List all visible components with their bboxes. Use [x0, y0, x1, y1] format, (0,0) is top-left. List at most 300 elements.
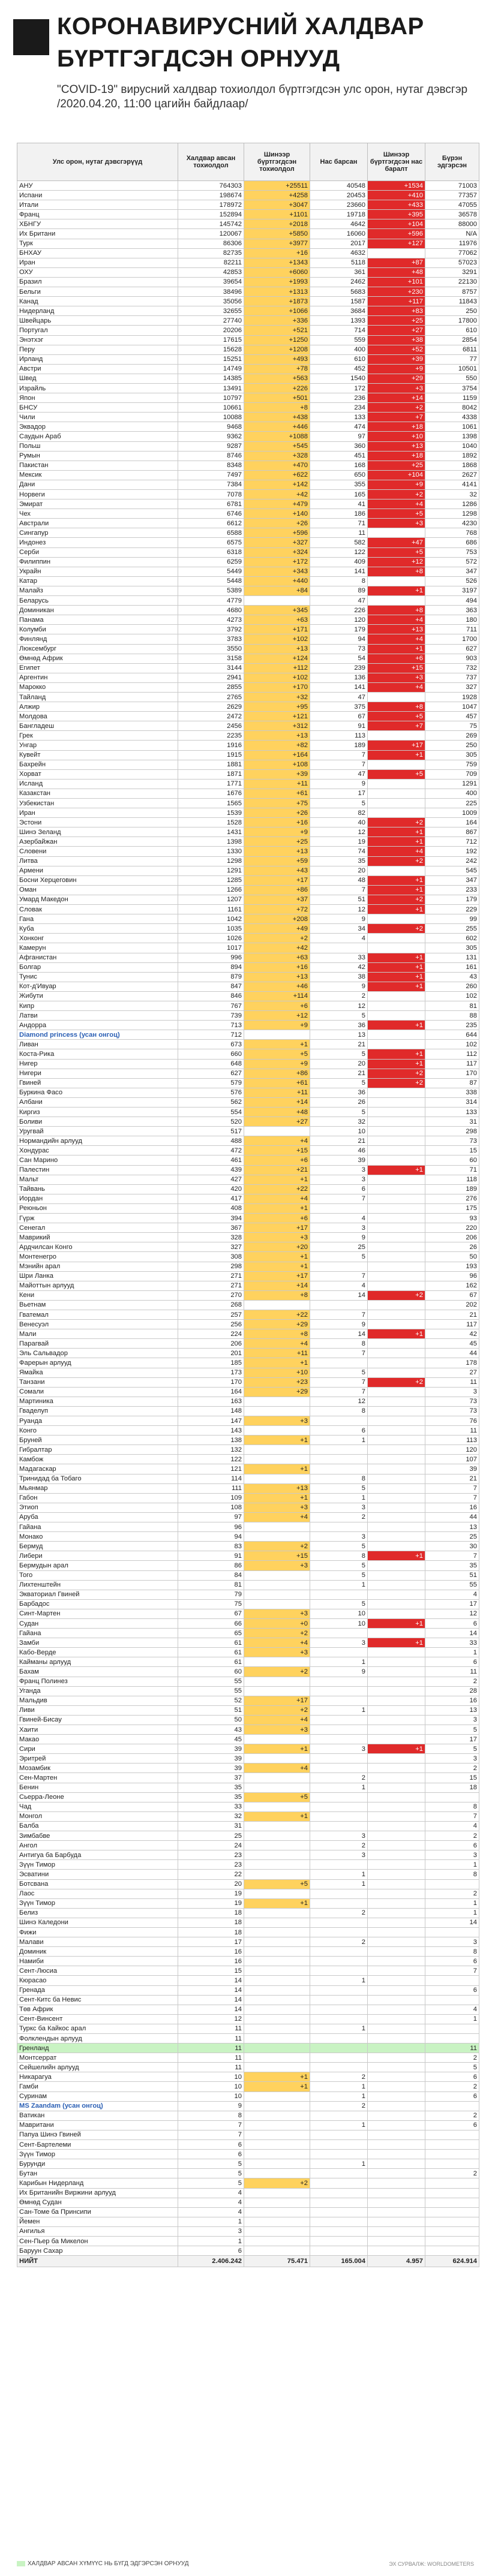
cell-new-deaths [368, 2246, 425, 2256]
cell-recovered: 269 [425, 731, 479, 741]
cell-recovered: 31 [425, 1117, 479, 1127]
cell-new-deaths [368, 1947, 425, 1957]
cell-country: Иордан [17, 1194, 178, 1203]
cell-recovered: 225 [425, 799, 479, 808]
cell-cases: 648 [178, 1059, 244, 1069]
cell-cases: 271 [178, 1271, 244, 1281]
table-row [17, 673, 479, 682]
cell-new-deaths [368, 1416, 425, 1426]
cell-deaths: 3 [310, 1638, 368, 1648]
cell-new-cases: +37 [244, 895, 310, 904]
cell-deaths: 4632 [310, 248, 368, 258]
cell-new-cases: +501 [244, 393, 310, 403]
table-row [17, 721, 479, 731]
cell-country: MS Zaandam (усан онгоц) [17, 2101, 178, 2111]
cell-recovered: 2 [425, 1764, 479, 1773]
cell-new-cases [244, 1686, 310, 1696]
cell-cases: 879 [178, 972, 244, 982]
cell-cases: 627 [178, 1069, 244, 1078]
cell-new-cases: +59 [244, 856, 310, 866]
cell-new-cases [244, 2092, 310, 2101]
cell-deaths [310, 2150, 368, 2159]
cell-recovered [425, 2236, 479, 2246]
table-row [17, 1242, 479, 1252]
cell-country: Мексик [17, 470, 178, 480]
cell-cases: 8 [178, 2111, 244, 2120]
cell-new-cases: +5 [244, 1792, 310, 1802]
table-row [17, 2178, 479, 2188]
cell-cases: 1207 [178, 895, 244, 904]
cell-new-cases: +226 [244, 383, 310, 393]
cell-deaths: 1 [310, 1657, 368, 1667]
cell-cases: 79 [178, 1590, 244, 1599]
cell-deaths: 9 [310, 1667, 368, 1677]
table-row [17, 1570, 479, 1580]
cell-new-cases [244, 1455, 310, 1464]
cell-cases: 138 [178, 1436, 244, 1445]
cell-country: Гана [17, 914, 178, 924]
table-row [17, 1542, 479, 1551]
cell-deaths: 1 [310, 1870, 368, 1879]
cell-recovered: 6 [425, 1957, 479, 1966]
cell-recovered: 202 [425, 1300, 479, 1310]
cell-new-cases: +63 [244, 615, 310, 625]
cell-new-cases: +26 [244, 519, 310, 528]
cell-recovered: 709 [425, 769, 479, 779]
table-row [17, 576, 479, 586]
cell-recovered: 206 [425, 1233, 479, 1242]
cell-deaths: 1 [310, 1580, 368, 1590]
cell-deaths [310, 1957, 368, 1966]
cell-new-cases: +13 [244, 731, 310, 741]
cell-new-cases [244, 1522, 310, 1532]
cell-new-cases: +1066 [244, 306, 310, 316]
table-row [17, 2082, 479, 2092]
cell-new-cases [244, 2014, 310, 2024]
cell-cases: 22 [178, 1870, 244, 1879]
cell-new-cases [244, 2140, 310, 2150]
cell-country: Бермудын арал [17, 1561, 178, 1570]
table-row [17, 1870, 479, 1879]
table-row [17, 1011, 479, 1021]
cell-country: Ливи [17, 1705, 178, 1715]
cell-new-cases [244, 2246, 310, 2256]
cell-deaths: 179 [310, 625, 368, 634]
table-row [17, 1860, 479, 1870]
cell-cases: 408 [178, 1203, 244, 1213]
cell-new-deaths [368, 1831, 425, 1841]
cell-new-deaths: +29 [368, 374, 425, 383]
cell-cases: 7384 [178, 480, 244, 489]
cell-recovered: 50 [425, 1252, 479, 1262]
cell-recovered: 189 [425, 1184, 479, 1194]
cell-deaths: 168 [310, 461, 368, 470]
cell-deaths: 9 [310, 914, 368, 924]
cell-country: Украйн [17, 567, 178, 576]
cell-deaths: 610 [310, 354, 368, 364]
cell-country: Индонез [17, 538, 178, 547]
table-body [17, 181, 479, 2256]
cell-new-deaths [368, 1802, 425, 1811]
cell-recovered: 753 [425, 547, 479, 557]
cell-cases: 8746 [178, 451, 244, 461]
cell-cases: 517 [178, 1127, 244, 1136]
cell-deaths: 10 [310, 1127, 368, 1136]
cell-cases: 32655 [178, 306, 244, 316]
cell-country: Андорра [17, 1021, 178, 1030]
cell-recovered: 220 [425, 1223, 479, 1233]
cell-recovered: 5 [425, 1744, 479, 1754]
cell-recovered: 117 [425, 1320, 479, 1329]
table-row [17, 1783, 479, 1792]
table-row [17, 2188, 479, 2198]
cell-new-cases: +61 [244, 789, 310, 798]
cell-new-deaths [368, 2111, 425, 2120]
cell-new-cases: +3 [244, 1233, 310, 1242]
cell-deaths: 5 [310, 1483, 368, 1493]
cell-cases: 11 [178, 2053, 244, 2063]
cell-cases: 6575 [178, 538, 244, 547]
cell-new-deaths: +18 [368, 451, 425, 461]
cell-cases: 201 [178, 1349, 244, 1358]
table-row [17, 1937, 479, 1947]
cell-new-cases [244, 1966, 310, 1976]
cell-cases: 61 [178, 1648, 244, 1657]
cell-new-deaths: +48 [368, 267, 425, 277]
cell-new-deaths [368, 2226, 425, 2236]
legend-text: ХАЛДВАР АВСАН ХҮМҮҮС НЬ БҮГД ЭДГЭРСЭН ОРНУУД [28, 2560, 189, 2567]
cell-deaths: 2 [310, 1908, 368, 1918]
table-row [17, 335, 479, 345]
cell-new-deaths [368, 1773, 425, 1783]
cell-country: Сан-Томе ба Принсипи [17, 2207, 178, 2217]
cell-new-cases: +13 [244, 847, 310, 856]
table-row [17, 1590, 479, 1599]
cell-deaths: 1393 [310, 316, 368, 326]
cell-recovered: 3291 [425, 267, 479, 277]
table-row [17, 1436, 479, 1445]
cell-deaths: 32 [310, 1117, 368, 1127]
cell-new-deaths: +1 [368, 586, 425, 595]
cell-cases: 11 [178, 2044, 244, 2053]
cell-deaths: 47 [310, 769, 368, 779]
cell-country: Боливи [17, 1117, 178, 1127]
cell-recovered: 1159 [425, 393, 479, 403]
cell-deaths [310, 1811, 368, 1821]
cell-new-cases: +142 [244, 480, 310, 489]
cell-new-deaths: +127 [368, 239, 425, 248]
cell-country: Колумби [17, 625, 178, 634]
cell-cases: 271 [178, 1281, 244, 1290]
cell-country: Гвиней [17, 1078, 178, 1088]
table-row [17, 789, 479, 798]
cell-deaths: 51 [310, 895, 368, 904]
cell-new-deaths: +2 [368, 818, 425, 827]
cell-country: Сент-Люсиа [17, 1966, 178, 1976]
cell-country: Куба [17, 924, 178, 934]
table-row [17, 1049, 479, 1059]
table-row [17, 1648, 479, 1657]
table-row [17, 654, 479, 663]
table-row [17, 2207, 479, 2217]
title-line-1: КОРОНАВИРУСНИЙ ХАЛДВАР [57, 13, 424, 40]
cell-new-deaths: +4 [368, 499, 425, 509]
cell-country: Гренада [17, 1985, 178, 1995]
cell-deaths: 7 [310, 1349, 368, 1358]
table-row [17, 606, 479, 615]
cell-recovered: 12 [425, 1609, 479, 1618]
cell-new-cases [244, 1889, 310, 1898]
cell-cases: 65 [178, 1629, 244, 1638]
cell-new-deaths: +13 [368, 441, 425, 451]
table-row [17, 1194, 479, 1203]
cell-new-cases: +440 [244, 576, 310, 586]
cell-new-cases: +622 [244, 470, 310, 480]
table-row [17, 1493, 479, 1503]
cell-country: Босни Херцеговин [17, 875, 178, 885]
cell-country: Казакстан [17, 789, 178, 798]
cell-new-deaths: +4 [368, 615, 425, 625]
cell-new-cases: +345 [244, 606, 310, 615]
cell-new-cases: +5850 [244, 229, 310, 239]
cell-new-deaths: +596 [368, 229, 425, 239]
cell-country: Панама [17, 615, 178, 625]
table-row [17, 847, 479, 856]
table-row [17, 1377, 479, 1387]
cell-cases: 1291 [178, 866, 244, 875]
cell-deaths: 7 [310, 1194, 368, 1203]
cell-deaths: 16060 [310, 229, 368, 239]
cell-cases: 83 [178, 1542, 244, 1551]
cell-cases: 18 [178, 1918, 244, 1927]
cell-country: Хондурас [17, 1146, 178, 1155]
table-row [17, 1677, 479, 1686]
cell-cases: 15251 [178, 354, 244, 364]
total-cases: 2.406.242 [178, 2256, 244, 2267]
cell-new-deaths [368, 2217, 425, 2226]
total-label: НИЙТ [17, 2256, 178, 2267]
cell-new-deaths [368, 1011, 425, 1021]
cell-country: Хонконг [17, 934, 178, 943]
cell-new-deaths [368, 1252, 425, 1262]
cell-new-cases: +6 [244, 1155, 310, 1165]
cell-recovered: 112 [425, 1049, 479, 1059]
cell-country: Киргиз [17, 1108, 178, 1117]
cell-cases: 1161 [178, 905, 244, 914]
cell-country: Туркс ба Кайкос арал [17, 2024, 178, 2033]
cell-deaths: 4 [310, 1214, 368, 1223]
cell-new-cases: +1 [244, 1811, 310, 1821]
cell-new-deaths [368, 1339, 425, 1349]
cell-recovered: 6 [425, 1985, 479, 1995]
cell-country: Этиоп [17, 1503, 178, 1512]
cell-deaths: 71 [310, 519, 368, 528]
cell-recovered: 28 [425, 1686, 479, 1696]
cell-new-deaths: +395 [368, 210, 425, 219]
cell-deaths [310, 2053, 368, 2063]
cell-recovered: 1047 [425, 702, 479, 712]
cell-country: Монтенегро [17, 1252, 178, 1262]
cell-new-cases: +336 [244, 316, 310, 326]
cell-cases: 7497 [178, 470, 244, 480]
cell-deaths: 5 [310, 1542, 368, 1551]
cell-cases: 39 [178, 1754, 244, 1764]
cell-country: Венесуэл [17, 1320, 178, 1329]
cell-new-cases: +8 [244, 403, 310, 413]
cell-country: Ирланд [17, 354, 178, 364]
cell-country: Нормандийн арлууд [17, 1136, 178, 1146]
cell-recovered: 7 [425, 1811, 479, 1821]
table-row [17, 1705, 479, 1715]
cell-deaths: 5 [310, 1561, 368, 1570]
cell-new-cases: +3 [244, 1609, 310, 1618]
table-row [17, 1455, 479, 1464]
table-row [17, 2092, 479, 2101]
cell-country: Ямайка [17, 1368, 178, 1377]
cell-new-cases: +3 [244, 1561, 310, 1570]
cell-recovered [425, 2150, 479, 2159]
cell-new-deaths [368, 1599, 425, 1609]
cell-deaths: 3 [310, 1744, 368, 1754]
table-row [17, 1262, 479, 1271]
cell-recovered: 644 [425, 1030, 479, 1040]
cell-deaths: 7 [310, 750, 368, 760]
cell-new-deaths [368, 1850, 425, 1860]
table-row [17, 1512, 479, 1522]
cell-cases: 15628 [178, 345, 244, 354]
cell-country: Намиби [17, 1957, 178, 1966]
cell-recovered: 11976 [425, 239, 479, 248]
table-row [17, 354, 479, 364]
cell-new-deaths [368, 1898, 425, 1908]
cell-country: Гибралтар [17, 1445, 178, 1455]
cell-country: Унгар [17, 741, 178, 750]
cell-new-cases [244, 1474, 310, 1483]
cell-new-cases: +328 [244, 451, 310, 461]
cell-deaths: 4 [310, 934, 368, 943]
cell-country: Япон [17, 393, 178, 403]
cell-cases: 1539 [178, 808, 244, 818]
cell-country: Албани [17, 1097, 178, 1107]
cell-new-deaths [368, 1088, 425, 1097]
table-row [17, 750, 479, 760]
table-row [17, 1464, 479, 1474]
cell-new-cases: +1208 [244, 345, 310, 354]
cell-new-cases: +1343 [244, 258, 310, 267]
cell-country: Жибути [17, 991, 178, 1001]
cell-recovered: 30 [425, 1542, 479, 1551]
cell-new-cases [244, 2120, 310, 2130]
cell-recovered [425, 2207, 479, 2217]
cell-new-deaths [368, 2236, 425, 2246]
table-row [17, 528, 479, 538]
cell-new-cases: +14 [244, 1097, 310, 1107]
cell-cases: 1266 [178, 885, 244, 895]
cell-country: Бурунди [17, 2159, 178, 2169]
cell-new-cases: +324 [244, 547, 310, 557]
cell-country: Тунис [17, 972, 178, 982]
cell-new-cases [244, 2063, 310, 2072]
cell-recovered [425, 2159, 479, 2169]
cell-deaths: 2 [310, 991, 368, 1001]
cell-recovered: 26 [425, 1242, 479, 1252]
cell-recovered: 7 [425, 1551, 479, 1561]
cell-country: Люксембург [17, 644, 178, 654]
cell-deaths: 1 [310, 1783, 368, 1792]
cell-deaths: 41 [310, 499, 368, 509]
cell-new-deaths [368, 2207, 425, 2217]
cell-new-deaths [368, 1503, 425, 1512]
cell-cases: 328 [178, 1233, 244, 1242]
cell-new-deaths [368, 1406, 425, 1416]
cell-cases: 712 [178, 1030, 244, 1040]
cell-deaths [310, 2140, 368, 2150]
cell-new-deaths: +2 [368, 1377, 425, 1387]
cell-new-cases: +1 [244, 2082, 310, 2092]
cell-new-deaths: +1 [368, 953, 425, 962]
cell-deaths: 91 [310, 721, 368, 731]
cell-new-deaths: +410 [368, 191, 425, 200]
cell-deaths: 8 [310, 1406, 368, 1416]
cell-cases: 10 [178, 2082, 244, 2092]
table-row [17, 2120, 479, 2130]
cell-country: Тринидад ба Тобаго [17, 1474, 178, 1483]
cell-country: Фарерын арлууд [17, 1358, 178, 1368]
cell-cases: 96 [178, 1522, 244, 1532]
cell-deaths: 7 [310, 1271, 368, 1281]
cell-country: Итали [17, 200, 178, 210]
cell-country: Аргентин [17, 673, 178, 682]
cell-country: Серби [17, 547, 178, 557]
table-row [17, 509, 479, 519]
cell-recovered: 96 [425, 1271, 479, 1281]
cell-deaths [310, 1590, 368, 1599]
cell-country: Бенин [17, 1783, 178, 1792]
cell-cases: 224 [178, 1329, 244, 1339]
cell-new-cases [244, 1300, 310, 1310]
cell-cases: 18 [178, 1927, 244, 1937]
table-row [17, 1735, 479, 1744]
cell-new-cases [244, 1985, 310, 1995]
cell-new-deaths [368, 1493, 425, 1503]
cell-new-cases: +4 [244, 1194, 310, 1203]
table-row [17, 1879, 479, 1889]
cell-deaths: 650 [310, 470, 368, 480]
cell-deaths: 9 [310, 1233, 368, 1242]
cell-recovered: 102 [425, 1040, 479, 1049]
cell-deaths: 5 [310, 1011, 368, 1021]
cell-new-deaths [368, 1214, 425, 1223]
cell-country: Польш [17, 441, 178, 451]
cell-recovered: 260 [425, 982, 479, 991]
cell-recovered: 2 [425, 1831, 479, 1841]
cell-cases: 3783 [178, 634, 244, 644]
cell-new-deaths [368, 1349, 425, 1358]
cell-recovered: 494 [425, 596, 479, 606]
cell-new-cases: +86 [244, 1069, 310, 1078]
cell-country: Армени [17, 866, 178, 875]
cell-deaths [310, 1203, 368, 1213]
cell-new-deaths: +1 [368, 875, 425, 885]
cell-deaths: 3 [310, 1850, 368, 1860]
table-row [17, 895, 479, 904]
cell-new-cases: +43 [244, 866, 310, 875]
cell-new-cases: +2 [244, 1629, 310, 1638]
cell-country: Карибын Нидерланд [17, 2178, 178, 2188]
cell-country: Мадагаскар [17, 1464, 178, 1474]
title-line-2: БҮРТГЭГДСЭН ОРНУУД [57, 46, 340, 72]
table-row [17, 470, 479, 480]
